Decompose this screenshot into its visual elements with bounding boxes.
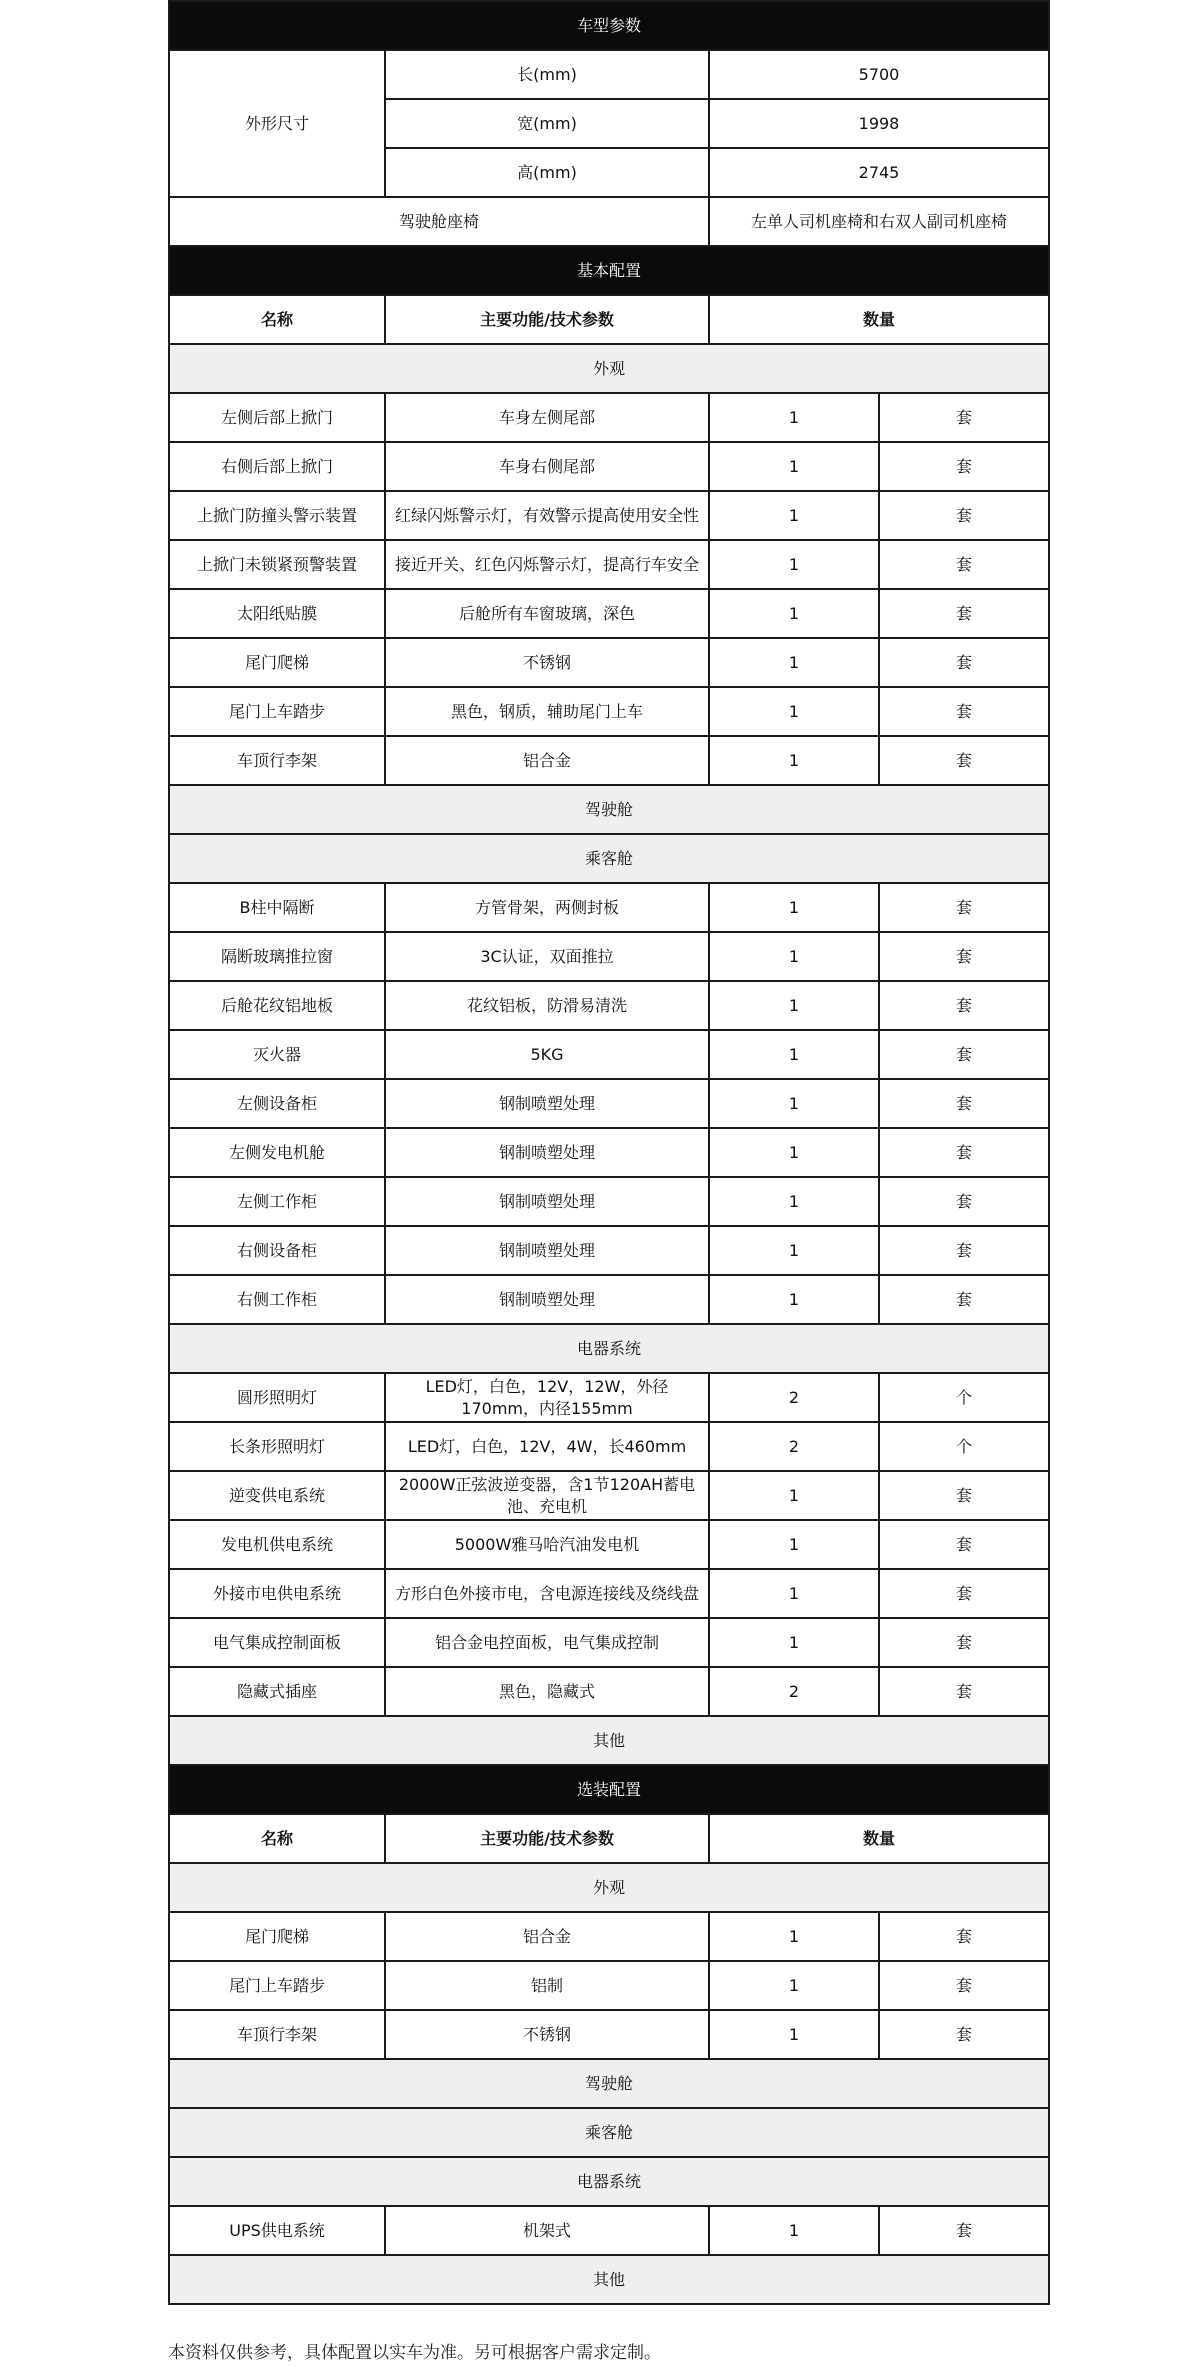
item-name: 尾门上车踏步 [169,1961,385,2010]
item-unit: 套 [879,638,1049,687]
table-row [169,2010,1049,2059]
table-row [169,1667,1049,1716]
table-row [169,1422,1049,1471]
item-unit: 个 [879,1373,1049,1422]
item-qty: 1 [709,1079,879,1128]
item-name: 车顶行李架 [169,736,385,785]
item-qty: 1 [709,1471,879,1520]
item-unit: 套 [879,883,1049,932]
item-qty: 1 [709,981,879,1030]
vehicle-header-row [169,1,1049,50]
item-spec: 铝合金电控面板，电气集成控制 [385,1618,709,1667]
item-name: 电气集成控制面板 [169,1618,385,1667]
table-row [169,1226,1049,1275]
table-row [169,393,1049,442]
table-row [169,2206,1049,2255]
table-row [169,589,1049,638]
item-name: 尾门上车踏步 [169,687,385,736]
item-name: 发电机供电系统 [169,1520,385,1569]
table-row [169,883,1049,932]
item-spec: 黑色，钢质，辅助尾门上车 [385,687,709,736]
item-spec: 后舱所有车窗玻璃，深色 [385,589,709,638]
item-spec: 方形白色外接市电，含电源连接线及绕线盘 [385,1569,709,1618]
optional-config-section [169,1765,1049,2304]
item-name: 尾门爬梯 [169,638,385,687]
dimension-row [169,50,1049,99]
item-qty: 1 [709,2206,879,2255]
item-unit: 套 [879,2010,1049,2059]
item-name: 上掀门防撞头警示装置 [169,491,385,540]
table-row [169,1128,1049,1177]
item-qty: 1 [709,540,879,589]
category-row [169,2059,1049,2108]
item-unit: 套 [879,1030,1049,1079]
item-spec: 铝合金 [385,1912,709,1961]
category-row [169,834,1049,883]
item-spec: 5000W雅马哈汽油发电机 [385,1520,709,1569]
item-qty: 1 [709,883,879,932]
vehicle-params-section [169,1,1049,246]
item-qty: 1 [709,1912,879,1961]
item-qty: 1 [709,1961,879,2010]
basic-config-header-row [169,246,1049,295]
seat-label: 驾驶舱座椅 [169,197,709,246]
item-unit: 套 [879,1569,1049,1618]
category-title: 其他 [169,2255,1049,2304]
footnote: 本资料仅供参考，具体配置以实车为准。另可根据客户需求定制。 [168,2343,661,2363]
item-name: 左侧后部上掀门 [169,393,385,442]
item-name: 上掀门未锁紧预警装置 [169,540,385,589]
category-row [169,2255,1049,2304]
item-name: 车顶行李架 [169,2010,385,2059]
category-title: 电器系统 [169,2157,1049,2206]
item-name: 隔断玻璃推拉窗 [169,932,385,981]
item-qty: 1 [709,442,879,491]
item-spec: 钢制喷塑处理 [385,1079,709,1128]
item-qty: 1 [709,1128,879,1177]
category-row [169,785,1049,834]
table-row [169,638,1049,687]
item-qty: 1 [709,932,879,981]
item-spec: 5KG [385,1030,709,1079]
item-unit: 套 [879,589,1049,638]
item-qty: 2 [709,1373,879,1422]
item-spec: 接近开关、红色闪烁警示灯，提高行车安全 [385,540,709,589]
item-spec: 车身右侧尾部 [385,442,709,491]
item-spec: 钢制喷塑处理 [385,1275,709,1324]
item-qty: 1 [709,1226,879,1275]
item-name: 灭火器 [169,1030,385,1079]
item-qty: 1 [709,1177,879,1226]
category-row [169,2108,1049,2157]
item-qty: 1 [709,2010,879,2059]
category-title: 乘客舱 [169,834,1049,883]
column-header-name: 名称 [169,295,385,344]
item-qty: 1 [709,638,879,687]
item-spec: 不锈钢 [385,638,709,687]
table-row [169,1618,1049,1667]
item-unit: 套 [879,1079,1049,1128]
item-qty: 2 [709,1422,879,1471]
item-spec: 机架式 [385,2206,709,2255]
item-spec: 钢制喷塑处理 [385,1226,709,1275]
column-header-name: 名称 [169,1814,385,1863]
category-title: 乘客舱 [169,2108,1049,2157]
item-name: 尾门爬梯 [169,1912,385,1961]
category-row [169,1863,1049,1912]
column-header-spec: 主要功能/技术参数 [385,1814,709,1863]
table-row [169,1520,1049,1569]
item-spec: 铝合金 [385,736,709,785]
item-spec: 方管骨架，两侧封板 [385,883,709,932]
item-unit: 套 [879,540,1049,589]
item-qty: 1 [709,1275,879,1324]
category-title: 外观 [169,1863,1049,1912]
item-unit: 套 [879,442,1049,491]
column-header-qty: 数量 [709,295,1049,344]
item-qty: 1 [709,491,879,540]
item-unit: 套 [879,1128,1049,1177]
table-row [169,540,1049,589]
table-row [169,736,1049,785]
item-unit: 个 [879,1422,1049,1471]
dimensions-label: 外形尺寸 [169,50,385,197]
item-unit: 套 [879,1961,1049,2010]
table-row [169,1569,1049,1618]
dimension-name: 宽(mm) [385,99,709,148]
item-unit: 套 [879,2206,1049,2255]
item-unit: 套 [879,1912,1049,1961]
item-name: 逆变供电系统 [169,1471,385,1520]
dimension-name: 长(mm) [385,50,709,99]
item-name: 右侧后部上掀门 [169,442,385,491]
item-name: 左侧设备柜 [169,1079,385,1128]
dimension-value: 2745 [709,148,1049,197]
item-qty: 1 [709,1618,879,1667]
item-name: 左侧工作柜 [169,1177,385,1226]
table-row [169,1275,1049,1324]
optional-config-header: 选装配置 [169,1765,1049,1814]
table-row [169,932,1049,981]
item-qty: 1 [709,1030,879,1079]
dimension-value: 5700 [709,50,1049,99]
item-spec: 铝制 [385,1961,709,2010]
item-unit: 套 [879,932,1049,981]
column-header-row [169,1814,1049,1863]
item-spec: LED灯，白色，12V，4W，长460mm [385,1422,709,1471]
item-name: B柱中隔断 [169,883,385,932]
category-row [169,1716,1049,1765]
item-spec: 3C认证，双面推拉 [385,932,709,981]
item-unit: 套 [879,1618,1049,1667]
category-row [169,1324,1049,1373]
item-unit: 套 [879,1177,1049,1226]
item-unit: 套 [879,736,1049,785]
item-spec: 花纹铝板，防滑易清洗 [385,981,709,1030]
category-title: 其他 [169,1716,1049,1765]
table-row [169,1079,1049,1128]
item-qty: 1 [709,1569,879,1618]
item-name: 左侧发电机舱 [169,1128,385,1177]
item-unit: 套 [879,491,1049,540]
table-row [169,1961,1049,2010]
item-spec: 红绿闪烁警示灯，有效警示提高使用安全性 [385,491,709,540]
item-name: 圆形照明灯 [169,1373,385,1422]
item-qty: 1 [709,393,879,442]
table-row [169,491,1049,540]
item-qty: 1 [709,1520,879,1569]
item-spec: 车身左侧尾部 [385,393,709,442]
item-name: 右侧设备柜 [169,1226,385,1275]
basic-config-header: 基本配置 [169,246,1049,295]
dimension-name: 高(mm) [385,148,709,197]
seat-value: 左单人司机座椅和右双人副司机座椅 [709,197,1049,246]
item-spec: 2000W正弦波逆变器，含1节120AH蓄电池、充电机 [385,1471,709,1520]
item-name: 隐藏式插座 [169,1667,385,1716]
category-title: 外观 [169,344,1049,393]
optional-config-header-row [169,1765,1049,1814]
item-name: UPS供电系统 [169,2206,385,2255]
item-name: 右侧工作柜 [169,1275,385,1324]
table-row [169,687,1049,736]
column-header-spec: 主要功能/技术参数 [385,295,709,344]
item-qty: 1 [709,589,879,638]
column-header-qty: 数量 [709,1814,1049,1863]
item-name: 外接市电供电系统 [169,1569,385,1618]
item-unit: 套 [879,1667,1049,1716]
item-unit: 套 [879,1520,1049,1569]
table-row [169,1373,1049,1422]
basic-config-section [169,246,1049,1765]
item-unit: 套 [879,981,1049,1030]
category-title: 驾驶舱 [169,785,1049,834]
item-name: 后舱花纹铝地板 [169,981,385,1030]
item-name: 太阳纸贴膜 [169,589,385,638]
item-qty: 2 [709,1667,879,1716]
spec-table [168,0,1050,2305]
item-spec: 钢制喷塑处理 [385,1128,709,1177]
vehicle-params-header: 车型参数 [169,1,1049,50]
category-title: 电器系统 [169,1324,1049,1373]
item-spec: 钢制喷塑处理 [385,1177,709,1226]
item-qty: 1 [709,736,879,785]
item-unit: 套 [879,1226,1049,1275]
table-row [169,1471,1049,1520]
item-spec: 黑色，隐藏式 [385,1667,709,1716]
dimension-value: 1998 [709,99,1049,148]
item-unit: 套 [879,1471,1049,1520]
category-title: 驾驶舱 [169,2059,1049,2108]
table-row [169,1912,1049,1961]
table-row [169,1177,1049,1226]
item-qty: 1 [709,687,879,736]
item-unit: 套 [879,687,1049,736]
item-spec: LED灯，白色，12V，12W，外径170mm，内径155mm [385,1373,709,1422]
item-unit: 套 [879,1275,1049,1324]
seat-row [169,197,1049,246]
table-row [169,442,1049,491]
category-row [169,2157,1049,2206]
item-spec: 不锈钢 [385,2010,709,2059]
table-row [169,981,1049,1030]
table-row [169,1030,1049,1079]
column-header-row [169,295,1049,344]
item-name: 长条形照明灯 [169,1422,385,1471]
item-unit: 套 [879,393,1049,442]
category-row [169,344,1049,393]
